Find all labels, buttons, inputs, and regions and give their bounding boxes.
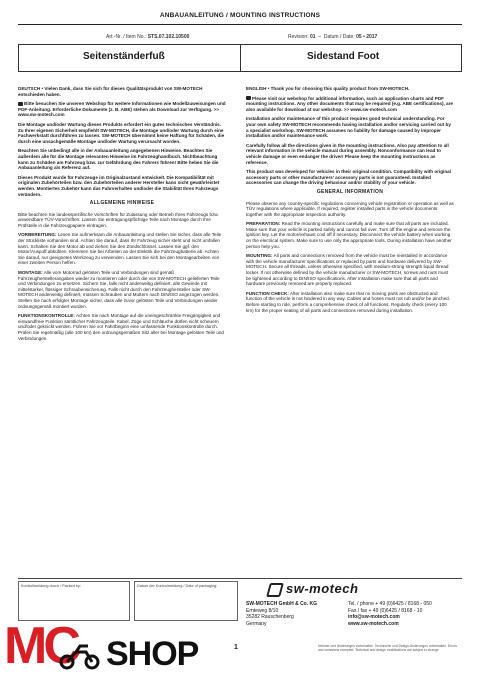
en-intro: ENGLISH • Thank you for choosing this quality product from SW-MOTECH. <box>246 86 410 91</box>
en-directions: Carefully follow all the directions given in the mounting instructions. Also pay attention to all relevant information in the vehicle manual during assembly. Nonconformance can lead to vehicle damage or even endanger the driver! Please keep the mounting instructions as reference. <box>246 142 449 165</box>
page-footer <box>18 578 462 639</box>
revision-date: Revision: 01 – Datum / Date: 05 • 2017 <box>288 34 378 40</box>
de-section-heading: ALLGEMEINE HINWEISE <box>89 200 155 207</box>
column-german <box>18 86 226 345</box>
en-function-check: FUNCTION CHECK: After installation also make sure that no moving parts are obstructed and function of the vehicle is not hindered in any way. Cables and hoses must not rub and/or be pinched. Before starting to ride, perform a comprehensive check of all functions. Regularly check (every 100 km) for the proper seating of all parts and connections removed during installation. <box>246 290 450 313</box>
en-general: Please observe any country-specific regulations concerning vehicle registration or operation as well as TÜV regulations where applicable. If required, register installed parts in the vehicle documents together with the appropriate inspection authority. <box>246 200 454 217</box>
en-preparation: PREPARATION: Read the mounting instructions carefully and make sure that all parts are included. Make sure that your vehicle is parked safely and cannot fall over. Turn off the engine and remove the ignition key. Let the motor/exhaust cool off if necessary. Disconnect the vehicle battery when working on the electrical system. Make sure to use only the appropriate tools. During installation have another person help you. <box>246 221 452 249</box>
de-directions: Beachten Sie unbedingt alle in der Anbauanleitung angegebenen Hinweise. Beachten Sie außerdem alle für die Montage relevanten Hinweise im Fahrzeughandbuch. Nichtbeachtung kann zu Schäden am Fahrzeug bzw. zur Gefährdung des Fahrers führen! Bitte heben Sie die Anbauanleitung als Referenz auf. <box>18 148 219 171</box>
en-compatibility: This product was developed for vehicles in their original condition. Compatibility with original accessory parts or other manufacturers' accessory parts is not guaranteed. Installed accessories can change the driving behaviour and/or stability of your vehicle. <box>246 169 451 186</box>
document-header: ANBAUANLEITUNG / MOUNTING INSTRUCTIONS <box>18 10 462 25</box>
title-box <box>18 44 462 72</box>
de-mounting: MONTAGE: Alle vom Motorrad gelösten Teile und Verbindungen sind gemäß Fahrzeugherstellerangaben wieder zu montieren oder durch die von SW-MOTECH gelieferten Teile und Verbindungen zu ersetzen. Sichern Sie, falls nicht anderweitig definiert, alle Gewinde mit mittelstarker, flüssiger Schraubensicherung. Falls nicht durch den Fahrzeughersteller oder SW-MOTECH anderweitig definiert, müssen Schrauben und Muttern nach DIN/ISO angezogen werden. Stellen Sie nach erfolgter Montage sicher, dass alle zuvor gelösten Teile und Verbindungen wieder ordnungsgemäß montiert wurden. <box>18 270 220 309</box>
instruction-page <box>18 10 462 650</box>
title-divider <box>240 45 241 71</box>
sw-motech-logo: sw-motech <box>268 581 358 597</box>
company-address: SW-MOTECH GmbH & Co. KG Ernteweg 8/10 35282 Rauschenberg Germany <box>246 601 318 627</box>
de-webshop: Bitte besuchen Sie unseren Webshop für weitere Informationen wie Modellzuweisungen und PDF-Anleitung. Erforderliche Dokumente (z. B. ABE) stehen als Download zur Verfügung. >> www.sw-motech.com <box>18 101 226 118</box>
shop-text: SHOP <box>106 635 199 673</box>
mc-text: MC <box>4 617 77 675</box>
de-general: Bitte beachten Sie landesspezifische Vorschriften für Zulassung oder Betrieb Ihres Fahrzeugs bzw. anwendbare TÜV-Vorschriften. Lassen Sie eintragungspflichtige Teile nach Montage durch Ihre Prüfstelle in die Fahrzeugpapiere eintragen. <box>18 211 219 228</box>
logo-mark-icon <box>266 583 284 597</box>
en-maintenance: Installation and/or maintenance of this product requires good technical understanding. For your own safety SW-MOTECH recommends having installation and/or servicing carried out by a specialist workshop. SW-MOTECH assumes no liability for damage caused by improper installation and/or maintenance work. <box>246 116 451 139</box>
packed-by-box: Kontrollmeldung durch / Packed by: <box>18 581 130 621</box>
camera-icon <box>18 102 23 106</box>
en-mounting: MOUNTING: All parts and connections removed from the vehicle must be reinstalled in accordance with the vehicle manufacturer specifications or replaced by parts and hardware delivered by SW-MOTECH. Secure all threads, unless otherwise specified, with medium-strong strength liquid thread locker. If not otherwise defined by the vehicle manufacturer or SW-MOTECH, screws and nuts must be tightened according to DIN/ISO specifications. After installation make sure that all parts and hardware previously removed are properly replaced. <box>246 253 449 287</box>
fine-print: Irrtümer und Änderungen vorbehalten. Technische und Design-Änderungen vorbehalten. Errors and omissions excepted. Technical and design modifications are subject to change. <box>318 644 457 652</box>
de-preparation: VORBEREITUNG: Lesen Sie aufmerksam die Anbauanleitung und stellen Sie sicher, dass alle Teile der Stückliste vorhanden sind. Achten Sie darauf, dass Ihr Fahrzeug sicher steht und nicht umfallen kann. Schalten Sie den Motor ab und ziehen Sie den Zündschlüssel. Lassen Sie ggf. den Motor/Auspuff abkühlen. Klemmen Sie bei Arbeiten an der Elektrik die Fahrzeugbatterie ab. Achten Sie darauf, nur geeignetes Werkzeug zu verwenden. Lassen Sie sich bei den Montagearbeiten von einer zweiten Person helfen. <box>18 232 222 266</box>
de-maintenance: Die Montage und/oder Wartung dieses Produkts erfordert ein gutes technisches Verständnis. Zu Ihrer eigenen Sicherheit empfiehlt SW-MOTECH, die Montage und/oder Wartung durch eine Fachwerkstatt durchführen zu lassen. SW-MOTECH übernimmt keine Haftung für Schäden, die durch eine unsachgemäße Montage und/oder Wartung verursacht worden. <box>18 121 225 144</box>
de-intro: DEUTSCH • Vielen Dank, dass Sie sich für dieses Qualitätsprodukt von SW-MOTECH entschieden haben. <box>18 86 203 97</box>
title-de: Seitenständerfuß <box>83 51 165 62</box>
packaging-date-box: Datum der Kontrolmeldung / Date of packaging: <box>134 581 238 621</box>
company-contact: Tel. / phone + 49 (0)6425 / 8168 - 050 Fax / fax + 49 (0)6425 / 8168 - 10 info@sw-motech.com www.sw-motech.com <box>348 601 432 627</box>
column-english <box>246 86 454 317</box>
en-section-heading: GENERAL INFORMATION <box>316 188 384 195</box>
en-webshop: Please visit our webshop for additional information, such as application charts and PDF mounting instructions. Any other documents that may be required (e.g. ABE certifications), are also available for download at our webshop. >> www.sw-motech.com <box>246 95 453 112</box>
page-number: 1 <box>234 644 238 651</box>
de-function-check: FUNKTIONSKONTROLLE: Achten Sie nach Montage auf die uneingeschränkte Freigängigkeit und einwandfreie Funktion sämtlicher Fahrzeugteile. Kabel, Züge und Schläuche dürfen nicht scheuern und/oder geknickt werden. Führen Sie vor Fahrtbeginn eine umfassende Funktionskontrolle durch. Prüfen Sie regelmäßig (alle 100 km) den ordnungsgemäßen Sitz aller bei Montage gelösten Teile und Verbindungen. <box>18 313 224 341</box>
title-en: Sidestand Foot <box>307 51 380 62</box>
motorcycle-icon <box>58 642 102 670</box>
camera-icon <box>246 96 251 100</box>
article-number: Art.-Nr. / Item No.: STS.07.102.10500 <box>106 34 190 40</box>
de-compatibility: Dieses Produkt wurde für Fahrzeuge im Originalzustand entwickelt. Die Kompatibilität mit originalen Zubehörteilen bzw. den Zubehörteilen anderer Hersteller kann nicht gewährleistet werden. Montiertes Zubehör kann das Fahrverhalten und/oder die Stabilität Ihres Fahrzeugs verändern. <box>18 174 220 197</box>
